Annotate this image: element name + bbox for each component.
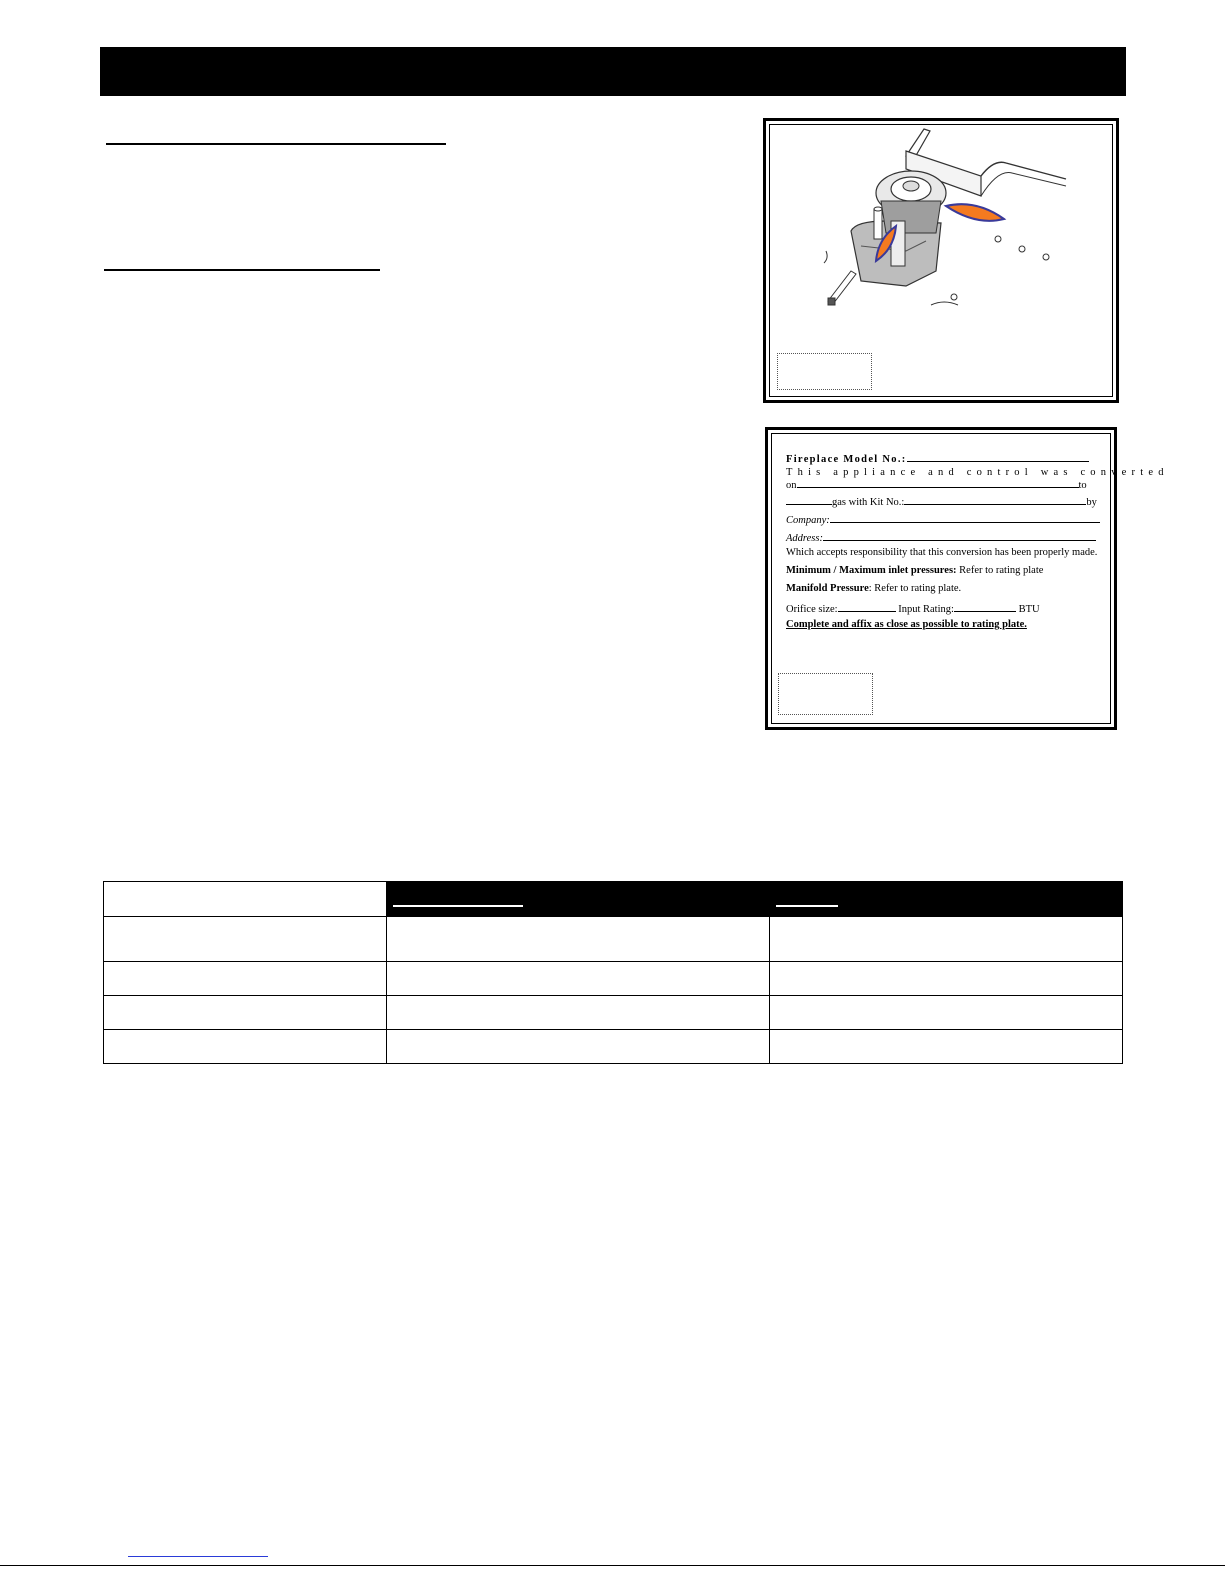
input-label: Input Rating: [898,604,954,615]
table-header-row [104,882,1123,917]
label-caption-box [778,673,873,715]
on-to-row [786,478,1096,492]
model-no-row [786,452,1096,466]
heading-underline-1 [106,143,446,145]
pilot-assembly-illustration [766,121,1116,400]
gas-text: gas with Kit No.: [832,497,905,508]
orifice-row [786,602,1096,616]
address-label: Address: [786,533,823,544]
converted-row: This appliance and control was converted [786,467,1169,478]
kit-blank [904,495,1086,505]
table-row [104,996,1123,1030]
gas-blank [786,495,832,505]
on-text: on [786,480,797,491]
section-header-bar [100,47,1126,96]
table-row [104,1030,1123,1064]
address-blank [823,531,1096,541]
table-row [104,962,1123,996]
company-row [786,513,1096,527]
on-blank [797,478,1079,488]
kit-row [786,495,1096,509]
inlet-row [786,566,1096,577]
input-blank [954,602,1016,612]
company-blank [830,513,1100,523]
footer-link-underline[interactable] [128,1556,268,1557]
table-header-cell-2 [387,882,770,917]
figure-caption-box [777,353,872,390]
to-text: to [1078,480,1087,491]
heading-underline-2 [104,269,380,271]
manifold-rest: : Refer to rating plate. [868,583,962,594]
manifold-row [786,584,1096,595]
address-row [786,531,1096,545]
inlet-rest: Refer to rating plate [956,565,1044,576]
company-label: Company: [786,515,830,526]
btu-text: BTU [1018,604,1040,615]
manifold-bold: Manifold Pressure [786,583,869,594]
spec-table [103,881,1123,1064]
table-header-cell-1 [104,882,387,917]
table-row [104,917,1123,962]
orifice-label: Orifice size: [786,604,838,615]
orifice-blank [838,602,896,612]
pilot-assembly-figure [763,118,1119,403]
footer-rule [0,1565,1225,1566]
affix-text: Complete and affix as close as possible to rating plate. [786,619,1027,630]
by-text: by [1086,497,1097,508]
conversion-label-figure [765,427,1169,730]
inlet-bold: Minimum / Maximum inlet pressures: [786,565,957,576]
responsibility-text: Which accepts responsibility that this conversion has been properly made. [786,547,1098,558]
model-no-blank [907,452,1089,462]
table-header-cell-3 [770,882,1123,917]
model-no-label: Fireplace Model No.: [786,454,907,465]
